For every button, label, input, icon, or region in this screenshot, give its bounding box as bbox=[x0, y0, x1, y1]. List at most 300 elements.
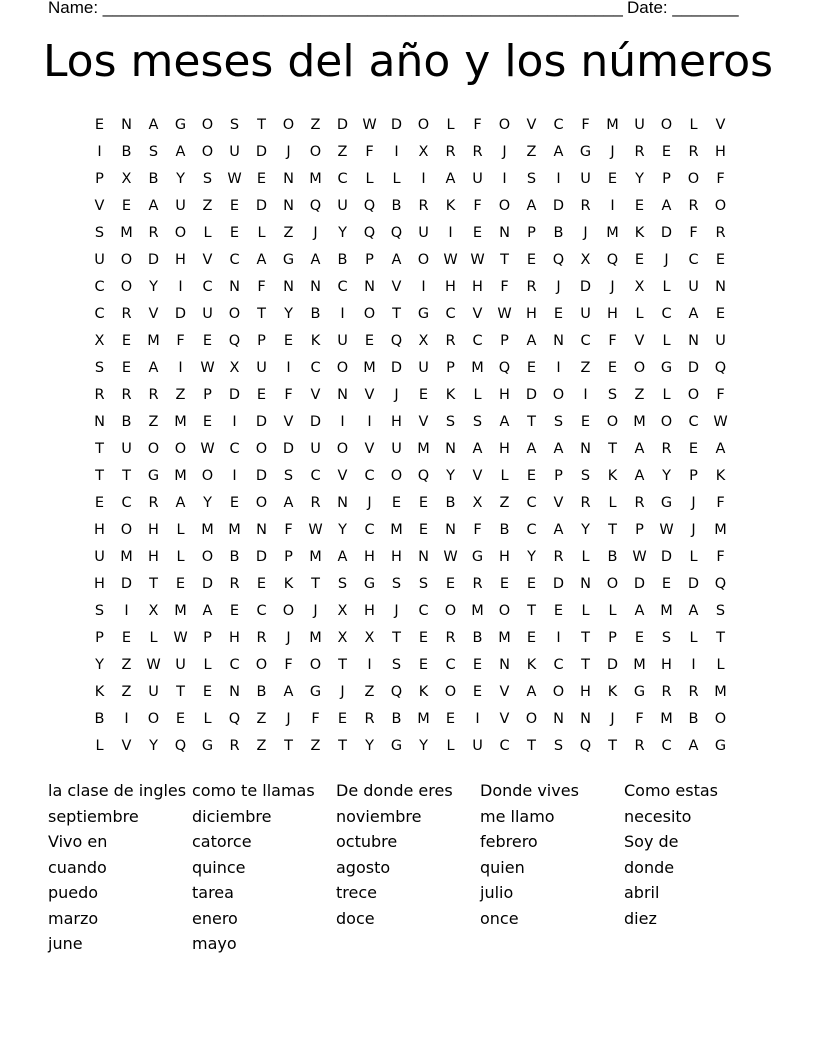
grid-letter: C bbox=[364, 522, 375, 538]
grid-row bbox=[86, 652, 734, 679]
word-bank-item: june bbox=[48, 934, 83, 953]
grid-letter: O bbox=[201, 549, 214, 565]
grid-letter: R bbox=[580, 495, 591, 511]
grid-letter: C bbox=[445, 306, 456, 322]
grid-letter: Z bbox=[526, 144, 537, 160]
grid-letter: D bbox=[687, 576, 700, 592]
grid-letter: C bbox=[256, 603, 267, 619]
grid-letter: G bbox=[363, 576, 376, 592]
word-bank-item: me llamo bbox=[480, 806, 555, 826]
grid-letter: Y bbox=[365, 738, 374, 754]
grid-letter: W bbox=[200, 441, 215, 457]
grid-letter: K bbox=[445, 387, 456, 403]
grid-letter: Y bbox=[419, 738, 428, 754]
grid-letter: V bbox=[310, 387, 321, 403]
grid-letter: Y bbox=[95, 657, 104, 673]
grid-letter: S bbox=[661, 630, 672, 646]
grid-letter: A bbox=[526, 441, 537, 457]
word-bank-item: donde bbox=[624, 857, 675, 877]
grid-letter: E bbox=[202, 414, 213, 430]
grid-letter: P bbox=[446, 360, 455, 376]
grid-letter: N bbox=[310, 279, 321, 295]
grid-row bbox=[86, 490, 734, 517]
grid-letter: H bbox=[391, 414, 402, 430]
grid-letter: E bbox=[229, 225, 240, 241]
grid-letter: P bbox=[662, 171, 671, 187]
grid-letter: E bbox=[472, 684, 483, 700]
grid-letter: C bbox=[364, 468, 375, 484]
grid-letter: H bbox=[499, 441, 510, 457]
grid-letter: P bbox=[95, 630, 104, 646]
grid-letter: G bbox=[390, 738, 403, 754]
grid-letter: L bbox=[581, 603, 590, 619]
grid-letter: W bbox=[470, 252, 485, 268]
grid-letter: S bbox=[94, 225, 105, 241]
grid-letter: U bbox=[472, 171, 483, 187]
grid-letter: M bbox=[660, 603, 673, 619]
grid-letter: I bbox=[367, 657, 372, 673]
grid-letter: L bbox=[662, 387, 671, 403]
grid-letter: K bbox=[607, 468, 618, 484]
grid-letter: C bbox=[580, 333, 591, 349]
grid-letter: H bbox=[364, 603, 375, 619]
grid-letter: U bbox=[229, 144, 240, 160]
word-bank-item: puedo bbox=[48, 883, 99, 902]
grid-letter: E bbox=[94, 495, 105, 511]
grid-letter: H bbox=[94, 522, 105, 538]
grid-letter: D bbox=[255, 414, 268, 430]
grid-letter: N bbox=[553, 333, 564, 349]
grid-letter: G bbox=[417, 306, 430, 322]
grid-letter: C bbox=[499, 738, 510, 754]
grid-letter: N bbox=[418, 549, 429, 565]
grid-letter: W bbox=[659, 522, 674, 538]
grid-letter: V bbox=[553, 495, 564, 511]
grid-letter: M bbox=[471, 603, 484, 619]
grid-letter: V bbox=[526, 117, 537, 133]
grid-row bbox=[86, 463, 734, 490]
grid-letter: N bbox=[688, 333, 699, 349]
grid-letter: T bbox=[149, 576, 158, 592]
grid-letter: W bbox=[173, 630, 188, 646]
grid-letter: E bbox=[391, 495, 402, 511]
grid-letter: L bbox=[446, 117, 455, 133]
grid-letter: R bbox=[634, 144, 645, 160]
grid-letter: R bbox=[256, 630, 267, 646]
grid-letter: P bbox=[95, 171, 104, 187]
grid-letter: D bbox=[120, 576, 133, 592]
grid-letter: I bbox=[394, 144, 399, 160]
word-bank-item: Donde vives bbox=[480, 781, 579, 800]
grid-letter: B bbox=[121, 144, 132, 160]
grid-letter: N bbox=[715, 279, 726, 295]
grid-letter: O bbox=[147, 711, 160, 727]
grid-letter: J bbox=[394, 603, 399, 619]
grid-letter: M bbox=[120, 225, 133, 241]
grid-letter: F bbox=[608, 333, 617, 349]
grid-letter: Z bbox=[148, 414, 159, 430]
grid-letter: L bbox=[689, 117, 698, 133]
grid-letter: I bbox=[124, 711, 129, 727]
grid-letter: Q bbox=[174, 738, 187, 754]
word-bank-item: enero bbox=[192, 908, 238, 928]
grid-letter: O bbox=[336, 360, 349, 376]
grid-letter: K bbox=[418, 684, 429, 700]
grid-letter: J bbox=[610, 144, 615, 160]
grid-letter: V bbox=[418, 414, 429, 430]
grid-letter: O bbox=[255, 657, 268, 673]
grid-letter: J bbox=[367, 495, 372, 511]
grid-letter: Q bbox=[309, 198, 322, 214]
grid-letter: O bbox=[444, 684, 457, 700]
grid-letter: Q bbox=[606, 252, 619, 268]
grid-letter: F bbox=[716, 387, 725, 403]
grid-letter: O bbox=[606, 414, 619, 430]
grid-letter: U bbox=[148, 684, 159, 700]
grid-letter: Z bbox=[283, 225, 294, 241]
grid-letter: Z bbox=[175, 387, 186, 403]
grid-letter: E bbox=[121, 630, 132, 646]
grid-letter: L bbox=[608, 495, 617, 511]
grid-letter: D bbox=[174, 306, 187, 322]
grid-letter: D bbox=[552, 576, 565, 592]
grid-letter: Y bbox=[203, 495, 212, 511]
grid-letter: U bbox=[310, 441, 321, 457]
grid-letter: Z bbox=[256, 738, 267, 754]
grid-letter: D bbox=[336, 117, 349, 133]
grid-letter: T bbox=[527, 738, 536, 754]
grid-letter: S bbox=[391, 657, 402, 673]
grid-letter: G bbox=[633, 684, 646, 700]
grid-letter: A bbox=[148, 360, 159, 376]
word-bank-item: como te llamas bbox=[192, 781, 315, 800]
grid-letter: M bbox=[201, 522, 214, 538]
grid-letter: O bbox=[417, 117, 430, 133]
word-bank-item: Como estas bbox=[624, 781, 719, 800]
grid-letter: L bbox=[635, 306, 644, 322]
word-bank-item: la clase de ingles bbox=[48, 781, 187, 800]
grid-letter: T bbox=[500, 252, 509, 268]
grid-letter: F bbox=[473, 198, 482, 214]
grid-letter: E bbox=[418, 522, 429, 538]
grid-letter: A bbox=[445, 171, 456, 187]
grid-letter: D bbox=[633, 576, 646, 592]
grid-letter: C bbox=[661, 738, 672, 754]
grid-letter: H bbox=[364, 549, 375, 565]
grid-letter: E bbox=[634, 198, 645, 214]
grid-letter: A bbox=[283, 495, 294, 511]
grid-letter: S bbox=[337, 576, 348, 592]
grid-letter: O bbox=[255, 495, 268, 511]
grid-letter: G bbox=[147, 468, 160, 484]
grid-letter: J bbox=[583, 225, 588, 241]
grid-letter: E bbox=[526, 468, 537, 484]
grid-letter: B bbox=[391, 198, 402, 214]
grid-letter: C bbox=[337, 279, 348, 295]
grid-letter: N bbox=[499, 225, 510, 241]
grid-letter: Y bbox=[527, 549, 536, 565]
grid-letter: L bbox=[662, 333, 671, 349]
grid-letter: A bbox=[148, 117, 159, 133]
word-search-grid bbox=[86, 112, 734, 760]
grid-letter: O bbox=[309, 144, 322, 160]
grid-letter: K bbox=[310, 333, 321, 349]
word-bank-column bbox=[624, 778, 768, 957]
grid-letter: R bbox=[148, 495, 159, 511]
grid-letter: S bbox=[715, 603, 726, 619]
grid-letter: O bbox=[336, 441, 349, 457]
grid-letter: M bbox=[606, 225, 619, 241]
grid-letter: C bbox=[688, 414, 699, 430]
grid-letter: J bbox=[691, 522, 696, 538]
grid-letter: Z bbox=[499, 495, 510, 511]
grid-letter: H bbox=[445, 279, 456, 295]
grid-letter: S bbox=[391, 576, 402, 592]
grid-letter: J bbox=[556, 279, 561, 295]
grid-letter: A bbox=[175, 144, 186, 160]
grid-letter: F bbox=[311, 711, 320, 727]
grid-letter: H bbox=[229, 630, 240, 646]
grid-letter: T bbox=[95, 441, 104, 457]
grid-letter: R bbox=[121, 306, 132, 322]
grid-letter: D bbox=[147, 252, 160, 268]
grid-letter: D bbox=[660, 549, 673, 565]
grid-row bbox=[86, 571, 734, 598]
grid-letter: R bbox=[661, 684, 672, 700]
grid-letter: V bbox=[337, 468, 348, 484]
grid-letter: H bbox=[94, 576, 105, 592]
grid-letter: H bbox=[526, 306, 537, 322]
grid-letter: I bbox=[97, 144, 102, 160]
grid-letter: L bbox=[716, 657, 725, 673]
grid-letter: E bbox=[472, 657, 483, 673]
grid-letter: J bbox=[286, 630, 291, 646]
grid-letter: E bbox=[607, 171, 618, 187]
grid-letter: K bbox=[283, 576, 294, 592]
grid-letter: E bbox=[526, 576, 537, 592]
grid-letter: F bbox=[257, 279, 266, 295]
grid-letter: M bbox=[309, 171, 322, 187]
grid-letter: F bbox=[284, 522, 293, 538]
grid-letter: A bbox=[148, 198, 159, 214]
grid-letter: D bbox=[255, 468, 268, 484]
grid-letter: E bbox=[688, 441, 699, 457]
grid-letter: O bbox=[201, 468, 214, 484]
grid-letter: C bbox=[202, 279, 213, 295]
grid-letter: U bbox=[688, 279, 699, 295]
grid-letter: O bbox=[201, 117, 214, 133]
grid-letter: B bbox=[445, 495, 456, 511]
grid-letter: F bbox=[581, 117, 590, 133]
grid-letter: P bbox=[500, 333, 509, 349]
grid-letter: E bbox=[607, 360, 618, 376]
word-bank-item: catorce bbox=[192, 832, 252, 851]
grid-letter: B bbox=[121, 414, 132, 430]
grid-letter: O bbox=[552, 684, 565, 700]
grid-letter: N bbox=[337, 495, 348, 511]
grid-letter: R bbox=[229, 738, 240, 754]
grid-letter: Y bbox=[149, 738, 158, 754]
grid-letter: G bbox=[579, 144, 592, 160]
grid-letter: S bbox=[283, 468, 294, 484]
grid-letter: O bbox=[147, 441, 160, 457]
grid-letter: E bbox=[634, 630, 645, 646]
grid-letter: C bbox=[661, 306, 672, 322]
grid-row bbox=[86, 112, 734, 139]
grid-letter: N bbox=[364, 279, 375, 295]
grid-letter: V bbox=[364, 441, 375, 457]
grid-letter: M bbox=[714, 684, 727, 700]
grid-letter: D bbox=[228, 387, 241, 403]
grid-letter: Z bbox=[202, 198, 213, 214]
grid-row bbox=[86, 220, 734, 247]
grid-letter: L bbox=[365, 171, 374, 187]
grid-letter: O bbox=[120, 522, 133, 538]
grid-letter: D bbox=[309, 414, 322, 430]
grid-letter: I bbox=[367, 414, 372, 430]
word-bank-item: diez bbox=[624, 908, 657, 928]
grid-letter: L bbox=[446, 738, 455, 754]
grid-letter: I bbox=[124, 603, 129, 619]
page-title: Los meses del año y los números bbox=[42, 36, 774, 87]
grid-letter: R bbox=[688, 198, 699, 214]
grid-letter: Z bbox=[256, 711, 267, 727]
grid-letter: E bbox=[445, 711, 456, 727]
grid-letter: I bbox=[286, 360, 291, 376]
grid-letter: U bbox=[175, 198, 186, 214]
grid-letter: O bbox=[687, 171, 700, 187]
grid-letter: M bbox=[714, 522, 727, 538]
grid-letter: E bbox=[499, 576, 510, 592]
grid-letter: R bbox=[310, 495, 321, 511]
grid-letter: O bbox=[498, 603, 511, 619]
grid-letter: M bbox=[417, 441, 430, 457]
grid-letter: S bbox=[94, 360, 105, 376]
grid-letter: I bbox=[610, 198, 615, 214]
grid-letter: K bbox=[94, 684, 105, 700]
grid-letter: D bbox=[687, 360, 700, 376]
grid-letter: N bbox=[337, 387, 348, 403]
grid-letter: D bbox=[255, 144, 268, 160]
grid-letter: A bbox=[310, 252, 321, 268]
grid-letter: P bbox=[608, 630, 617, 646]
grid-letter: I bbox=[475, 711, 480, 727]
grid-letter: I bbox=[502, 171, 507, 187]
grid-letter: E bbox=[256, 387, 267, 403]
grid-letter: M bbox=[147, 333, 160, 349]
grid-letter: M bbox=[633, 414, 646, 430]
grid-letter: T bbox=[581, 630, 590, 646]
word-bank-column bbox=[192, 778, 336, 957]
grid-letter: X bbox=[337, 630, 348, 646]
grid-letter: D bbox=[255, 549, 268, 565]
grid-letter: L bbox=[95, 738, 104, 754]
grid-letter: V bbox=[283, 414, 294, 430]
grid-row bbox=[86, 247, 734, 274]
grid-letter: I bbox=[556, 171, 561, 187]
grid-letter: I bbox=[583, 387, 588, 403]
grid-letter: D bbox=[660, 225, 673, 241]
grid-letter: A bbox=[175, 495, 186, 511]
grid-letter: B bbox=[391, 711, 402, 727]
grid-letter: U bbox=[580, 306, 591, 322]
grid-letter: P bbox=[689, 468, 698, 484]
grid-letter: A bbox=[688, 306, 699, 322]
grid-letter: U bbox=[391, 441, 402, 457]
grid-letter: Z bbox=[310, 117, 321, 133]
grid-letter: O bbox=[498, 117, 511, 133]
grid-letter: S bbox=[418, 576, 429, 592]
grid-letter: C bbox=[526, 522, 537, 538]
grid-letter: B bbox=[553, 225, 564, 241]
grid-letter: Y bbox=[338, 522, 347, 538]
grid-letter: G bbox=[174, 117, 187, 133]
grid-letter: E bbox=[634, 252, 645, 268]
grid-letter: M bbox=[471, 360, 484, 376]
grid-letter: F bbox=[473, 117, 482, 133]
grid-letter: R bbox=[472, 576, 483, 592]
grid-letter: R bbox=[94, 387, 105, 403]
grid-letter: Q bbox=[417, 468, 430, 484]
grid-letter: T bbox=[608, 738, 617, 754]
grid-letter: J bbox=[664, 252, 669, 268]
date-field-line: Date: _______ bbox=[627, 0, 739, 17]
grid-letter: W bbox=[308, 522, 323, 538]
grid-letter: A bbox=[337, 549, 348, 565]
grid-letter: R bbox=[661, 441, 672, 457]
grid-letter: B bbox=[499, 522, 510, 538]
grid-letter: M bbox=[228, 522, 241, 538]
grid-letter: O bbox=[309, 657, 322, 673]
word-bank-item: quien bbox=[480, 857, 525, 877]
grid-letter: K bbox=[607, 684, 618, 700]
grid-letter: Y bbox=[176, 171, 185, 187]
grid-letter: O bbox=[633, 360, 646, 376]
grid-letter: B bbox=[94, 711, 105, 727]
grid-letter: O bbox=[525, 711, 538, 727]
grid-letter: B bbox=[310, 306, 321, 322]
grid-letter: I bbox=[556, 360, 561, 376]
word-bank-item: marzo bbox=[48, 908, 99, 928]
grid-letter: R bbox=[526, 279, 537, 295]
grid-letter: R bbox=[634, 738, 645, 754]
grid-letter: E bbox=[418, 657, 429, 673]
grid-letter: C bbox=[310, 468, 321, 484]
grid-letter: O bbox=[282, 117, 295, 133]
grid-letter: N bbox=[256, 522, 267, 538]
grid-letter: R bbox=[580, 198, 591, 214]
grid-letter: M bbox=[309, 549, 322, 565]
grid-letter: N bbox=[553, 711, 564, 727]
grid-letter: X bbox=[418, 144, 429, 160]
grid-letter: P bbox=[284, 549, 293, 565]
word-bank-item: trece bbox=[336, 883, 377, 902]
grid-letter: M bbox=[363, 360, 376, 376]
grid-letter: M bbox=[606, 117, 619, 133]
grid-letter: S bbox=[580, 468, 591, 484]
grid-letter: Z bbox=[364, 684, 375, 700]
grid-letter: C bbox=[337, 171, 348, 187]
word-bank bbox=[48, 778, 768, 957]
grid-letter: U bbox=[580, 171, 591, 187]
grid-letter: A bbox=[634, 603, 645, 619]
grid-letter: P bbox=[203, 387, 212, 403]
grid-letter: B bbox=[688, 711, 699, 727]
grid-letter: A bbox=[688, 603, 699, 619]
grid-letter: V bbox=[715, 117, 726, 133]
grid-letter: P bbox=[635, 522, 644, 538]
grid-letter: Q bbox=[228, 333, 241, 349]
